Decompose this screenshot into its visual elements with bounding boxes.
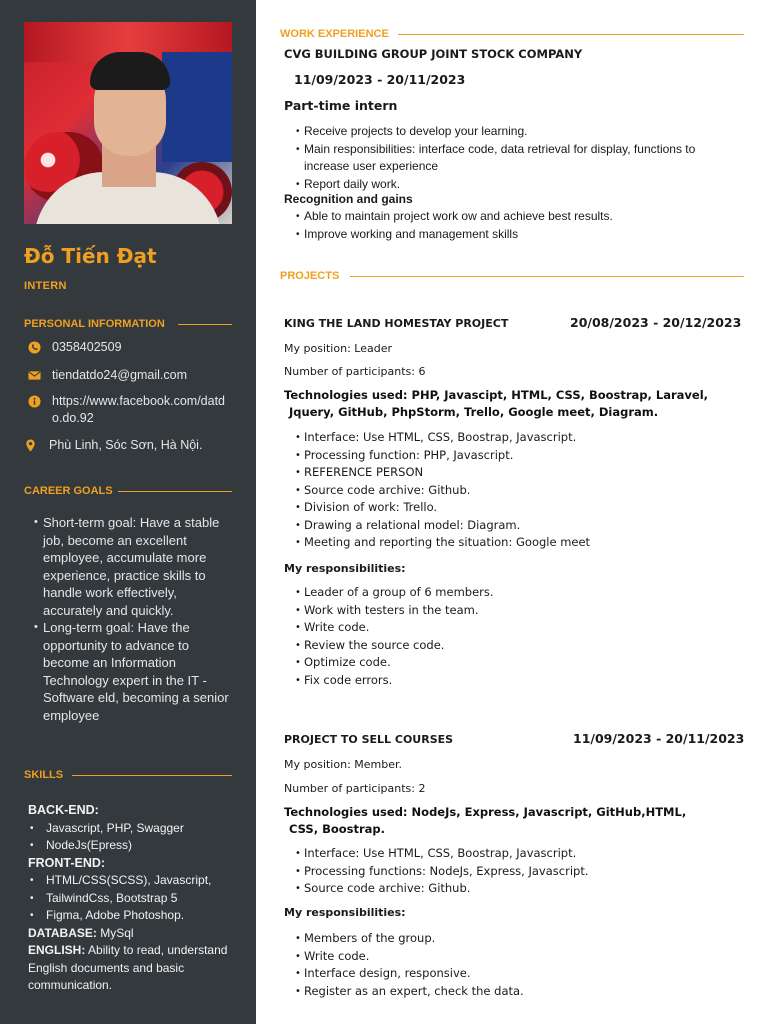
email-icon	[28, 369, 41, 382]
skill-database: DATABASE: MySql	[28, 925, 134, 940]
location-pin-icon	[24, 439, 37, 452]
list-item: • Main responsibilities: interface code, data retrieval for display, functions to increase user experience	[286, 141, 732, 176]
skill-english: ENGLISH: Ability to read, understand English documents and basic communication.	[28, 943, 228, 992]
list-item: • Report daily work.	[286, 176, 732, 194]
list-item: • Short-term goal: Have a stable job, become an excellent employee, accumulate more experience, practice skills to handle work effectively, accurately and quickly.	[34, 514, 234, 619]
heading-rule	[118, 491, 232, 492]
project-technologies: Technologies used: NodeJs, Express, Javascript, GitHub,HTML, CSS, Boostrap.	[284, 805, 687, 836]
responsibilities-label: My responsibilities:	[284, 562, 406, 575]
work-experience-heading-text: WORK EXPERIENCE	[280, 28, 389, 40]
skill-group-label: BACK-END:	[28, 803, 99, 817]
project-tech-list	[294, 429, 734, 552]
skills-heading-text: SKILLS	[24, 769, 64, 781]
list-item: • Able to maintain project work ow and achieve best results.	[286, 208, 732, 226]
list-item: • Figma, Adobe Photoshop.	[28, 907, 238, 925]
skills-heading	[24, 769, 232, 783]
profile-name: Đỗ Tiến Đạt	[24, 244, 157, 268]
list-item: • Interface: Use HTML, CSS, Boostrap, Javascript.	[294, 429, 734, 447]
list-item: • Optimize code.	[294, 654, 734, 672]
list-item: • Source code archive: Github.	[294, 482, 734, 500]
list-item: • Source code archive: Github.	[294, 880, 734, 898]
company-name: CVG BUILDING GROUP JOINT STOCK COMPANY	[284, 47, 583, 61]
project-title: KING THE LAND HOMESTAY PROJECT	[284, 317, 509, 330]
responsibilities-list	[294, 930, 734, 1000]
projects-heading	[280, 270, 744, 284]
list-item: • Members of the group.	[294, 930, 734, 948]
list-item: • Review the source code.	[294, 637, 734, 655]
project-dates: 20/08/2023 - 20/12/2023	[570, 315, 742, 330]
heading-rule	[72, 775, 232, 776]
personal-info-heading	[24, 318, 232, 332]
list-item: • REFERENCE PERSON	[294, 464, 734, 482]
list-item: • Drawing a relational model: Diagram.	[294, 517, 734, 535]
list-item: • Interface: Use HTML, CSS, Boostrap, Javascript.	[294, 845, 734, 863]
list-item: • TailwindCss, Bootstrap 5	[28, 890, 238, 908]
phone-icon	[28, 341, 41, 354]
list-item: • Leader of a group of 6 members.	[294, 584, 734, 602]
list-item: • Javascript, PHP, Swagger	[28, 820, 238, 838]
info-icon	[28, 395, 41, 408]
list-item: • Interface design, responsive.	[294, 965, 734, 983]
list-item: • Meeting and reporting the situation: Google meet	[294, 534, 734, 552]
career-goals-heading	[24, 485, 232, 499]
skill-group-label: FRONT-END:	[28, 855, 106, 870]
list-item: • Improve working and management skills	[286, 226, 732, 244]
project-participants: Number of participants: 6	[284, 365, 426, 378]
work-dates: 11/09/2023 - 20/11/2023	[294, 72, 466, 87]
career-goals-heading-text: CAREER GOALS	[24, 485, 113, 497]
heading-rule	[398, 34, 744, 35]
list-item: • Division of work: Trello.	[294, 499, 734, 517]
work-duties-list	[286, 123, 732, 193]
recognition-label: Recognition and gains	[284, 192, 413, 206]
profile-photo	[24, 22, 232, 224]
list-item: • Fix code errors.	[294, 672, 734, 690]
heading-rule	[350, 276, 744, 277]
project-title: PROJECT TO SELL COURSES	[284, 733, 454, 746]
list-item: • Processing function: PHP, Javascript.	[294, 447, 734, 465]
list-item: • HTML/CSS(SCSS), Javascript,	[28, 872, 238, 890]
project-position: My position: Member.	[284, 758, 403, 771]
projects-heading-text: PROJECTS	[280, 270, 340, 282]
list-item: • Register as an expert, check the data.	[294, 983, 734, 1001]
work-experience-heading	[280, 28, 744, 42]
project-tech-list	[294, 845, 734, 898]
profile-role: INTERN	[24, 280, 67, 292]
project-technologies: Technologies used: PHP, Javascipt, HTML, CSS, Boostrap, Laravel, Jquery, GitHub, PhpStorm, Trello, Google meet, Diagram.	[284, 388, 709, 419]
facebook-link[interactable]: https://www.facebook.com/datdo.do.92	[52, 394, 226, 425]
list-item: • NodeJs(Epress)	[28, 837, 238, 855]
address-text: Phù Linh, Sóc Sơn, Hà Nội.	[49, 438, 203, 452]
heading-rule	[178, 324, 232, 325]
project-participants: Number of participants: 2	[284, 782, 426, 795]
list-item: • Processing functions: NodeJs, Express, Javascript.	[294, 863, 734, 881]
skills-section	[28, 802, 238, 995]
list-item: • Work with testers in the team.	[294, 602, 734, 620]
list-item: • Write code.	[294, 948, 734, 966]
responsibilities-label: My responsibilities:	[284, 906, 406, 919]
project-dates: 11/09/2023 - 20/11/2023	[573, 731, 745, 746]
list-item: • Receive projects to develop your learning.	[286, 123, 732, 141]
sidebar	[0, 0, 256, 1024]
responsibilities-list	[294, 584, 734, 689]
email-text[interactable]: tiendatdo24@gmail.com	[52, 368, 187, 382]
list-item: • Write code.	[294, 619, 734, 637]
project-position: My position: Leader	[284, 342, 392, 355]
list-item: • Long-term goal: Have the opportunity to advance to become an Information Technology expert in the IT - Software eld, becoming a senior employee	[34, 619, 234, 724]
personal-info-heading-text: PERSONAL INFORMATION	[24, 318, 165, 330]
recognition-list	[286, 208, 732, 243]
phone-text: 0358402509	[52, 340, 122, 354]
work-position: Part-time intern	[284, 98, 398, 113]
career-goals-list	[34, 514, 234, 724]
